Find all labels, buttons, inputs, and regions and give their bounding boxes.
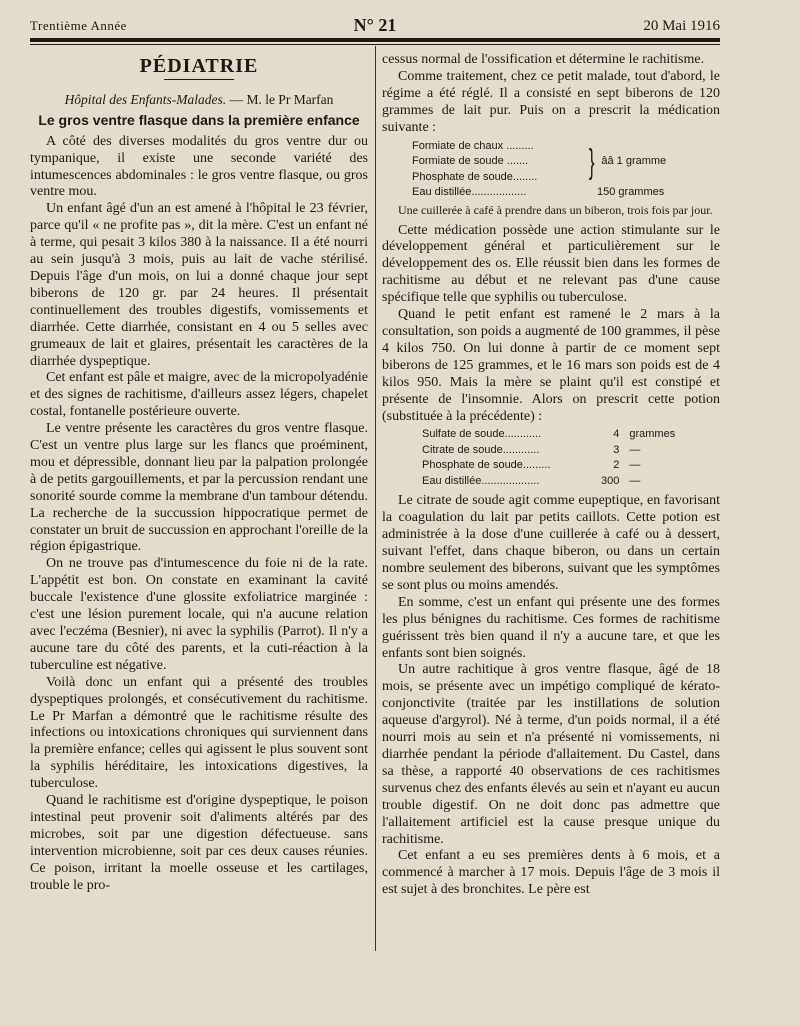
- paragraph: Voilà donc un enfant qui a présenté des troubles dyspeptiques prolongés, et consécutivement du rachitisme. Le Pr Marfan a démontré que le rachitisme résulte des infections ou intoxications chroniques qui surviennent dans la première enfance; celles qui agissent le plus souvent sont la syphilis héréditaire, les intoxications digestives, la tuberculose.: [30, 674, 368, 792]
- right-column: [382, 52, 720, 899]
- paragraph: Un autre rachitique à gros ventre flasque, âgé de 18 mois, se présente avec un impétigo compliqué de kérato-conjonctivite (traitée par les instillations de solution aqueuse d'argyrol). Né à terme, d'un poids normal, il a été nourri mois au sein et n'a présenté ni vomissements, ni diarrhée pendant la période d'allaitement. Du Castel, dans sa thèse, a rapporté 40 observations de ces rachitismes survenus chez des enfants élevés au sein et n'ayant eu aucun trouble digestif. On ne doit donc pas admettre que l'allaitement artificiel est la cause presque unique du rachitisme.: [382, 662, 720, 847]
- prescription-qty: 3: [613, 443, 620, 456]
- header-rule-thin: [30, 44, 720, 45]
- prescription-item-name: Sulfate de soude............: [422, 428, 542, 441]
- column-divider: [375, 46, 376, 951]
- title-rule: [164, 79, 234, 80]
- prescription-item: [412, 185, 702, 201]
- paragraph: Quand le petit enfant est ramené le 2 mars à la consultation, son poids a augmenté de 100 grammes, il pèse 4 kilos 750. On lui donne à partir de ce moment sept biberons de 125 grammes, et le 16 mars son poids est de 4 kilos 950. Mais la mère se plaint qu'il est constipé et présente de l'insomnie. Alors on prescrit cette potion (substituée à la précédente) :: [382, 307, 720, 424]
- left-column: [30, 52, 368, 895]
- prescription-item-name: Eau distillée..................: [412, 186, 527, 199]
- prescription-item: [422, 474, 682, 490]
- prescription-unit: grammes: [629, 428, 676, 441]
- paragraph-continued: cessus normal de l'ossification et détermine le rachitisme.: [382, 52, 705, 67]
- prescription-1: [412, 139, 702, 201]
- prescription-item: Formiate de chaux .........: [412, 139, 534, 152]
- prescription-item-name: Citrate de soude............: [422, 443, 540, 456]
- prescription-2: [422, 427, 682, 489]
- prescription-group: [412, 139, 702, 186]
- prescription-names: [412, 139, 582, 186]
- prescription-qty: 2: [613, 459, 620, 472]
- prescription-unit: —: [629, 459, 641, 472]
- hospital-name: Hôpital des Enfants-Malades.: [64, 91, 227, 107]
- prescription-qty: 4: [613, 428, 620, 441]
- paragraph: Un enfant âgé d'un an est amené à l'hôpital le 23 février, parce qu'il « ne profite pas », dit la mère. C'est un enfant né à terme, qui pesait 3 kilos 380 à la naissance. Il a été nourri au sein jusqu'à 3 mois, puis au lait de vache stérilisé. Depuis l'âge d'un mois, on lui a donné chaque jour sept biberons de 120 gr. par 24 heures. Il présentait continuellement des troubles digestifs, vomissements et diarrhée. Cette diarrhée, consistant en 4 ou 5 selles avec grumeaux de lait et glaires, présentait les caractères de la diarrhée dyspeptique.: [30, 201, 368, 369]
- paragraph: Quand le rachitisme est d'origine dyspeptique, le poison intestinal peut provenir soit d'aliments altérés par des microbes, soit par une digestion défectueuse. sans intervention microbienne, soit par ces deux causes réunies. Ce poison, irritant la moelle osseuse et les cartilages, trouble le pro-: [30, 793, 368, 893]
- paragraph: On ne trouve pas d'intumescence du foie ni de la rate. L'appétit est bon. On constate en examinant la cavité buccale l'existence d'une glossite exfoliatrice marginée : c'est une lésion purement locale, qui n'a aucune relation avec l'eczéma (Besnier), ni avec la syphilis (Parrot). Il n'y a aucune tare du côté des parents, et la cuti-réaction à la tuberculine est négative.: [30, 556, 368, 673]
- brace-glyph: }: [588, 142, 595, 181]
- author-name: — M. le Pr Marfan: [226, 91, 334, 107]
- prescription-item: [422, 427, 682, 443]
- section-title: PÉDIATRIE: [139, 55, 259, 77]
- prescription-item: [422, 443, 682, 459]
- paragraph: Cet enfant a eu ses premières dents à 6 mois, et a commencé à marcher à 17 mois. Depuis l'âge de 3 mois il est sujet à des bronchites. Le père est: [382, 848, 720, 898]
- paragraph: A côté des diverses modalités du gros ventre dur ou tympanique, il existe une seconde variété des intumescences abdominales : le gros ventre flasque, ou gros ventre mou.: [30, 133, 368, 200]
- paragraph: Le citrate de soude agit comme eupeptique, en favorisant la coagulation du lait par petits caillots. Cette potion est administrée à la dose d'une cuillerée à café ou à dessert, suivant l'effet, dans chaque biberon, ou dans un certain nombre seulement des biberons, suivant que les symptômes se sont plus ou moins amendés.: [382, 493, 720, 593]
- prescription-item: Formiate de soude .......: [412, 155, 529, 168]
- prescription-dose: ââ 1 gramme: [601, 155, 667, 168]
- paragraph: Cet enfant est pâle et maigre, avec de la micropolyadénie et des signes de rachitisme, d'ailleurs assez légers, chapelet costal, fontanelle postérieure ouverte.: [30, 370, 368, 420]
- paragraph: Le ventre présente les caractères du gros ventre flasque. C'est un ventre plus large sur les flancs que proéminent, mou et dépressible, donnant lieu par la palpation prolongée à de petits gargouillements, et par la percussion rendant une sonorité sourde comme la membrane d'un tambour détendu. La recherche de la succussion hippocratique permet de constater un bruit de succussion en approchant l'oreille de la région épigastrique.: [30, 421, 368, 555]
- issue-number: N° 21: [353, 15, 397, 35]
- prescription-unit: —: [629, 443, 641, 456]
- paragraph: En somme, c'est un enfant qui présente une des formes les plus bénignes du rachitisme. Ces formes de rachitisme guérissent très bien quand il n'y a aucune tare, et que les enfants sont bien soignés.: [382, 594, 720, 661]
- prescription-note: Une cuillerée à café à prendre dans un biberon, trois fois par jour.: [398, 202, 713, 217]
- prescription-item-name: Eau distillée...................: [422, 474, 540, 487]
- issue-date: 20 Mai 1916: [643, 18, 720, 34]
- prescription-unit: —: [629, 474, 641, 487]
- page-header: [30, 15, 720, 38]
- volume-label: Trentième Année: [30, 18, 127, 33]
- prescription-item: Phosphate de soude........: [412, 170, 538, 183]
- prescription-dose: 150 grammes: [597, 186, 665, 199]
- article-title: Le gros ventre flasque dans la première enfance: [38, 111, 360, 128]
- paragraph: Comme traitement, chez ce petit malade, tout d'abord, le régime a été réglé. Il a consisté en sept biberons de 120 grammes de lait pur. Puis on a prescrit la médication suivante :: [382, 68, 720, 135]
- prescription-qty: 300: [601, 474, 620, 487]
- paragraph: Cette médication possède une action stimulante sur le développement général et particulièrement sur le développement des os. Elle réussit bien dans les formes de rachitisme au début et ne relevant pas d'une cause spécifique telle que syphilis ou tuberculose.: [382, 222, 720, 306]
- prescription-item-name: Phosphate de soude.........: [422, 459, 551, 472]
- prescription-item: [422, 458, 682, 474]
- header-rule: [30, 38, 720, 42]
- article-source: [30, 92, 368, 109]
